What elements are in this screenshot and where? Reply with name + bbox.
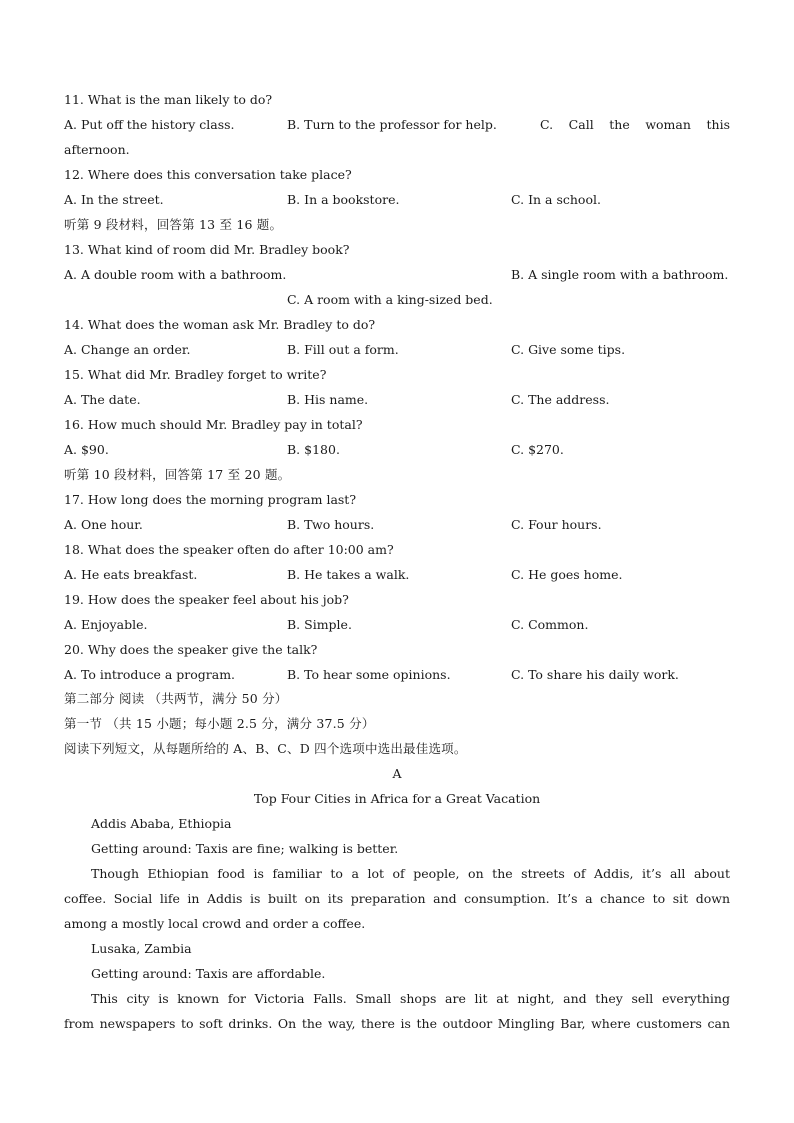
question-16-options (64, 440, 730, 460)
option-c: C. A room with a king-sized bed. (287, 292, 493, 307)
question-15: 15. What did Mr. Bradley forget to write? (64, 367, 327, 382)
question-19: 19. How does the speaker feel about his job? (64, 592, 349, 607)
option-b: B. In a bookstore. (287, 192, 400, 207)
question-15-options (64, 390, 730, 410)
city-2-paragraph-line: This city is known for Victoria Falls. Small shops are lit at night, and they sell everything (91, 991, 730, 1006)
question-13: 13. What kind of room did Mr. Bradley book? (64, 242, 350, 257)
city-1-paragraph-line: among a mostly local crowd and order a coffee. (64, 916, 366, 931)
option-a: A. One hour. (64, 517, 143, 532)
option-b: B. He takes a walk. (287, 567, 410, 582)
question-13-options (64, 265, 730, 285)
question-14: 14. What does the woman ask Mr. Bradley to do? (64, 317, 376, 332)
option-b: B. To hear some opinions. (287, 667, 451, 682)
option-a: A. Put off the history class. (64, 117, 235, 132)
option-b: B. Two hours. (287, 517, 375, 532)
option-b: B. Turn to the professor for help. (287, 117, 497, 132)
option-a: A. $90. (64, 442, 109, 457)
option-a: A. The date. (64, 392, 141, 407)
option-b: B. Simple. (287, 617, 352, 632)
city-1-paragraph-line: Though Ethiopian food is familiar to a lot of people, on the streets of Addis, it’s all about (91, 866, 730, 881)
question-18: 18. What does the speaker often do after 10:00 am? (64, 542, 394, 557)
city-1-paragraph-line: coffee. Social life in Addis is built on its preparation and consumption. It’s a chance to sit down (64, 891, 730, 906)
section-9-instruction: 听第 9 段材料，回答第 13 至 16 题。 (64, 217, 283, 232)
question-16: 16. How much should Mr. Bradley pay in total? (64, 417, 363, 432)
city-2-getting-around: Getting around: Taxis are affordable. (91, 966, 326, 981)
question-20: 20. Why does the speaker give the talk? (64, 642, 318, 657)
option-a: A. He eats breakfast. (64, 567, 198, 582)
option-c: C. Call the woman this (540, 117, 730, 132)
option-a: A. In the street. (64, 192, 164, 207)
question-17-options (64, 515, 730, 535)
question-13-option-c-row (64, 290, 730, 310)
option-a: A. Change an order. (64, 342, 191, 357)
option-c: C. $270. (511, 442, 564, 457)
question-20-options (64, 665, 730, 685)
option-b: B. $180. (287, 442, 340, 457)
question-19-options (64, 615, 730, 635)
city-2-heading: Lusaka, Zambia (91, 941, 192, 956)
question-11: 11. What is the man likely to do? (64, 92, 273, 107)
part-2-heading: 第二部分 阅读 （共两节，满分 50 分） (64, 691, 288, 706)
option-c: C. Common. (511, 617, 589, 632)
section-10-instruction: 听第 10 段材料，回答第 17 至 20 题。 (64, 467, 291, 482)
question-18-options (64, 565, 730, 585)
question-11-options (64, 115, 730, 135)
question-14-options (64, 340, 730, 360)
question-17: 17. How long does the morning program last? (64, 492, 357, 507)
option-c: C. Give some tips. (511, 342, 626, 357)
option-b: B. His name. (287, 392, 369, 407)
option-c: C. Four hours. (511, 517, 602, 532)
option-a: A. To introduce a program. (64, 667, 236, 682)
option-c: C. To share his daily work. (511, 667, 679, 682)
section-1-heading: 第一节 （共 15 小题；每小题 2.5 分，满分 37.5 分） (64, 716, 375, 731)
city-2-paragraph-line: from newspapers to soft drinks. On the way, there is the outdoor Mingling Bar, where customers can (64, 1016, 730, 1031)
option-c: C. The address. (511, 392, 610, 407)
option-c: C. In a school. (511, 192, 601, 207)
option-a: A. A double room with a bathroom. (64, 267, 287, 282)
question-12: 12. Where does this conversation take place? (64, 167, 352, 182)
city-1-heading: Addis Ababa, Ethiopia (91, 816, 232, 831)
option-c-continued: afternoon. (64, 142, 130, 157)
city-1-getting-around: Getting around: Taxis are fine; walking is better. (91, 841, 399, 856)
option-b: B. A single room with a bathroom. (511, 267, 729, 282)
option-a: A. Enjoyable. (64, 617, 148, 632)
option-c: C. He goes home. (511, 567, 623, 582)
reading-instruction: 阅读下列短文，从每题所给的 A、B、C、D 四个选项中选出最佳选项。 (64, 741, 467, 756)
question-12-options (64, 190, 730, 210)
option-b: B. Fill out a form. (287, 342, 399, 357)
passage-title: Top Four Cities in Africa for a Great Vacation (253, 791, 541, 806)
passage-letter: A (392, 766, 402, 781)
